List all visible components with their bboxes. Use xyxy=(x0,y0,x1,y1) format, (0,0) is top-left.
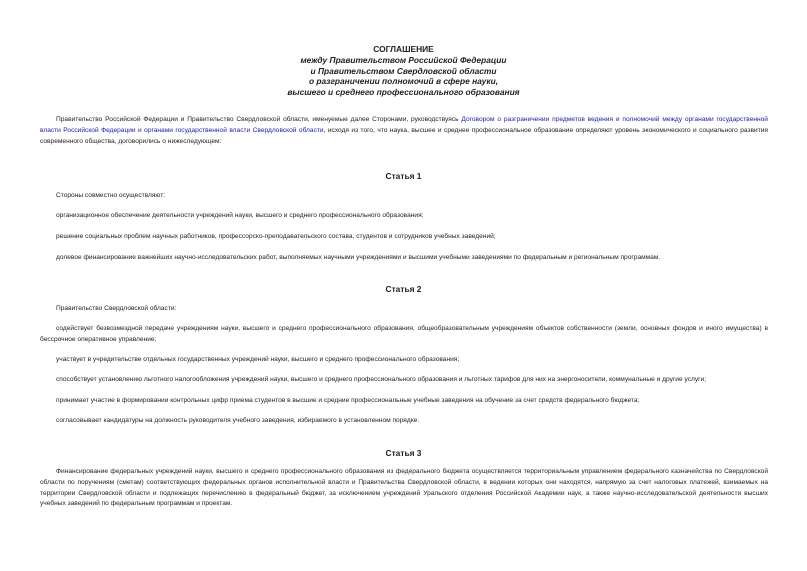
title-line-3: и Правительством Свердловской области xyxy=(310,65,497,76)
preamble-paragraph xyxy=(40,115,768,147)
article-3-paragraph: Финансирование федеральных учреждений науки, высшего и среднего профессионального образования из федерального бюджета осуществляется территориальным управлением федерального казначейства по Свердловской области по поручениям (сметам) соответствующих федеральных органов исполнительной власти и Правительства Свердловской области, в ведении которых они находятся, напрямую за счет налоговых платежей, взимаемых на территории Свердловской области и подлежащих перечислению в федеральный бюджет, за исключением учреждений Уральского отделения Российской Академии наук, а также научно-исследовательской деятельности высших учебных заведений по федеральным программам и проектам. xyxy=(40,468,768,508)
article-1-item: организационное обеспечение деятельности учреждений науки, высшего и среднего профессионального образования; xyxy=(56,212,424,219)
article-2-item: участвует в учредительстве отдельных государственных учреждений науки, высшего и среднего профессионального образования; xyxy=(56,356,460,363)
preamble-text-start: Правительство Российской Федерации и Правительство Свердловской области, именуемые далее Сторонами, руководствуясь xyxy=(56,116,462,123)
title-line-4: о разграничении полномочий в сфере науки, xyxy=(308,76,499,87)
document-title xyxy=(0,44,807,98)
article-2-item: содействует безвозмездной передаче учреждениям науки, высшего и среднего профессионального образования, общеобразовательным учреждениям объектов собственности (земли, основных фондов и иного имущества) в бессрочное оперативное управление; xyxy=(40,325,768,343)
article-3-heading: Статья 3 xyxy=(385,448,422,458)
article-2-heading: Статья 2 xyxy=(385,284,422,294)
article-1-intro: Стороны совместно осуществляют: xyxy=(56,192,166,199)
treaty-link[interactable]: Договором о разграничении предметов ведения и полномочий между органами государственной власти Российской Федерации и органами государственной власти Свердловской области xyxy=(40,116,768,134)
article-1-item: долевое финансирование важнейших научно-исследовательских работ, выполняемых научными учреждениями и высшими учебными заведениями по федеральным и региональным программам. xyxy=(56,254,661,261)
article-1-heading: Статья 1 xyxy=(385,171,422,181)
title-line-2: между Правительством Российской Федерации xyxy=(300,54,507,65)
article-2-item: способствует установлению льготного налогообложения учреждений науки, высшего и среднего профессионального образования и льготных тарифов для них на энергоносители, коммунальные и другие услуги; xyxy=(56,376,707,383)
title-main: СОГЛАШЕНИЕ xyxy=(373,44,434,54)
title-line-5: высшего и среднего профессионального образования xyxy=(287,87,520,98)
article-2-item: согласовывает кандидатуры на должность руководителя учебного заведения, избираемого в установленном порядке. xyxy=(56,417,420,424)
article-2-intro: Правительство Свердловской области: xyxy=(56,305,177,312)
preamble-text-end: , исходя из того, что наука, высшее и среднее профессиональное образование определяют уровень экономического и социального развития современного общества, договорились о нижеследующем: xyxy=(40,126,769,145)
article-1-item: решение социальных проблем научных работников, профессорско-преподавательского состава, студентов и сотрудников учебных заведений; xyxy=(56,233,496,240)
article-2-item: принимает участие в формировании контрольных цифр приема студентов в высшие и средние профессиональные учебные заведения на обучение за счет средств федерального бюджета; xyxy=(56,397,640,404)
